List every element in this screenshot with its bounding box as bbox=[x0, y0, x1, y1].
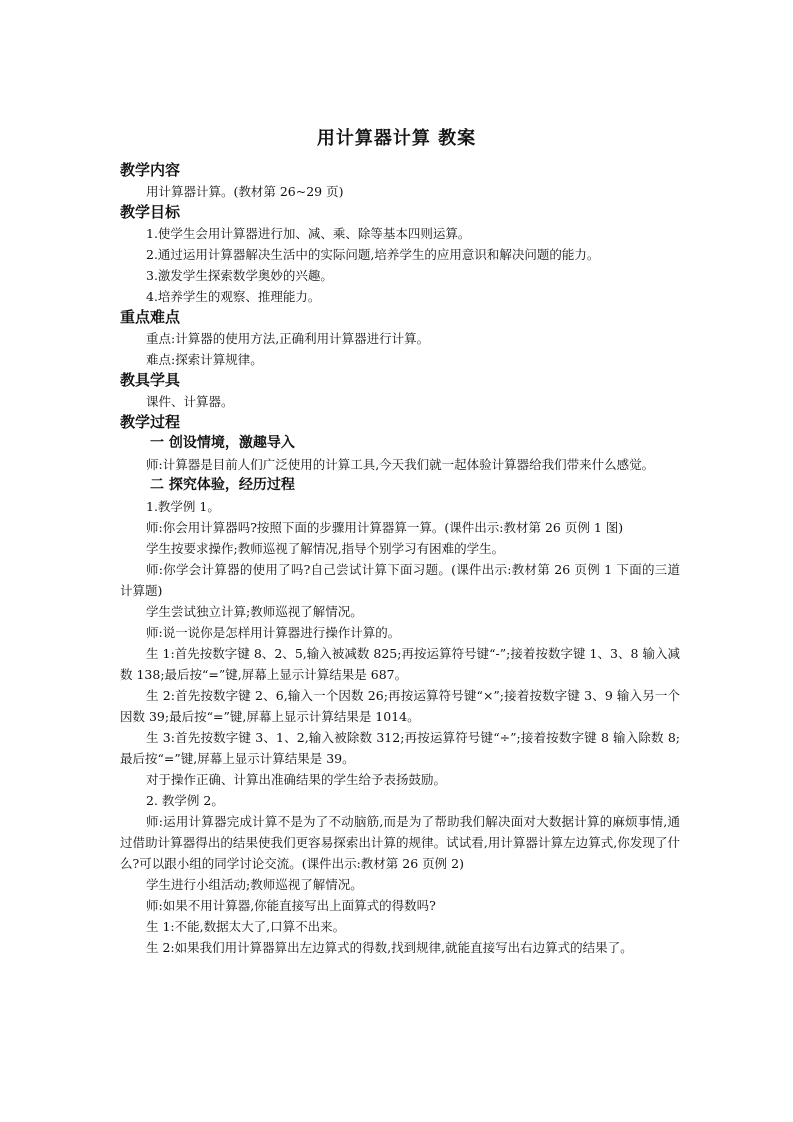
paragraph: 3.激发学生探索数学奥妙的兴趣。 bbox=[146, 268, 333, 283]
paragraph: 2.通过运用计算器解决生活中的实际问题,培养学生的应用意识和解决问题的能力。 bbox=[146, 247, 600, 262]
paragraph: 课件、计算器。 bbox=[146, 394, 234, 409]
paragraph: 4.培养学生的观察、推理能力。 bbox=[146, 289, 321, 304]
section-heading-tools: 教具学具 bbox=[120, 371, 181, 389]
paragraph: 生 3:首先按数字键 3、1、2,输入被除数 312;再按运算符号键“÷”;接着按数字键 8 输入除数 8;最后按“=”键,屏幕上显示计算结果是 39。 bbox=[120, 730, 680, 766]
paragraph: 师:如果不用计算器,你能直接写出上面算式的得数吗? bbox=[146, 898, 436, 913]
paragraph: 师:说一说你是怎样用计算器进行操作计算的。 bbox=[146, 625, 401, 640]
section-heading-process: 教学过程 bbox=[120, 413, 181, 431]
paragraph: 学生按要求操作;教师巡视了解情况,指导个别学习有困难的学生。 bbox=[146, 541, 505, 556]
paragraph: 师:你会用计算器吗?按照下面的步骤用计算器算一算。(课件出示:教材第 26 页例 1 图) bbox=[146, 520, 624, 535]
paragraph: 用计算器计算。(教材第 26~29 页) bbox=[146, 184, 344, 199]
paragraph: 学生进行小组活动;教师巡视了解情况。 bbox=[146, 877, 363, 892]
subsection-heading-part2: 二 探究体验，经历过程 bbox=[150, 477, 295, 493]
paragraph: 对于操作正确、计算出准确结果的学生给予表扬鼓励。 bbox=[146, 772, 447, 787]
paragraph: 学生尝试独立计算;教师巡视了解情况。 bbox=[146, 604, 363, 619]
paragraph: 师:运用计算器完成计算不是为了不动脑筋,而是为了帮助我们解决面对大数据计算的麻烦事情,通过借助计算器得出的结果使我们更容易探索出计算的规律。试试看,用计算器计算左边算式,你发现了什么?可以跟小组的同学讨论交流。(课件出示:教材第 26 页例 2) bbox=[120, 814, 680, 871]
paragraph: 师:你学会计算器的使用了吗?自己尝试计算下面习题。(课件出示:教材第 26 页例 1 下面的三道计算题) bbox=[120, 562, 680, 598]
section-heading-goals: 教学目标 bbox=[120, 203, 181, 221]
subsection-heading-part1: 一 创设情境，激趣导入 bbox=[150, 435, 295, 451]
paragraph: 生 2:首先按数字键 2、6,输入一个因数 26;再按运算符号键“×”;接着按数字键 3、9 输入另一个因数 39;最后按“=”键,屏幕上显示计算结果是 1014。 bbox=[120, 688, 680, 724]
paragraph: 1.使学生会用计算器进行加、减、乘、除等基本四则运算。 bbox=[146, 226, 471, 241]
section-heading-key: 重点难点 bbox=[120, 308, 181, 326]
paragraph: 2. 教学例 2。 bbox=[146, 793, 224, 808]
document-title: 用计算器计算 教案 bbox=[316, 128, 477, 149]
paragraph: 师:计算器是目前人们广泛使用的计算工具,今天我们就一起体验计算器给我们带来什么感觉。 bbox=[146, 457, 655, 472]
paragraph: 生 1:不能,数据太大了,口算不出来。 bbox=[146, 919, 346, 934]
paragraph: 生 1:首先按数字键 8、2、5,输入被减数 825;再按运算符号键“-”;接着按数字键 1、3、8 输入减数 138;最后按“=”键,屏幕上显示计算结果是 687。 bbox=[120, 646, 680, 682]
paragraph: 生 2:如果我们用计算器算出左边算式的得数,找到规律,就能直接写出右边算式的结果了。 bbox=[146, 940, 633, 955]
paragraph: 重点:计算器的使用方法,正确利用计算器进行计算。 bbox=[146, 331, 430, 346]
document-body bbox=[120, 160, 680, 958]
paragraph: 难点:探索计算规律。 bbox=[146, 352, 263, 367]
section-heading-content: 教学内容 bbox=[120, 161, 181, 179]
paragraph: 1.教学例 1。 bbox=[146, 499, 220, 514]
